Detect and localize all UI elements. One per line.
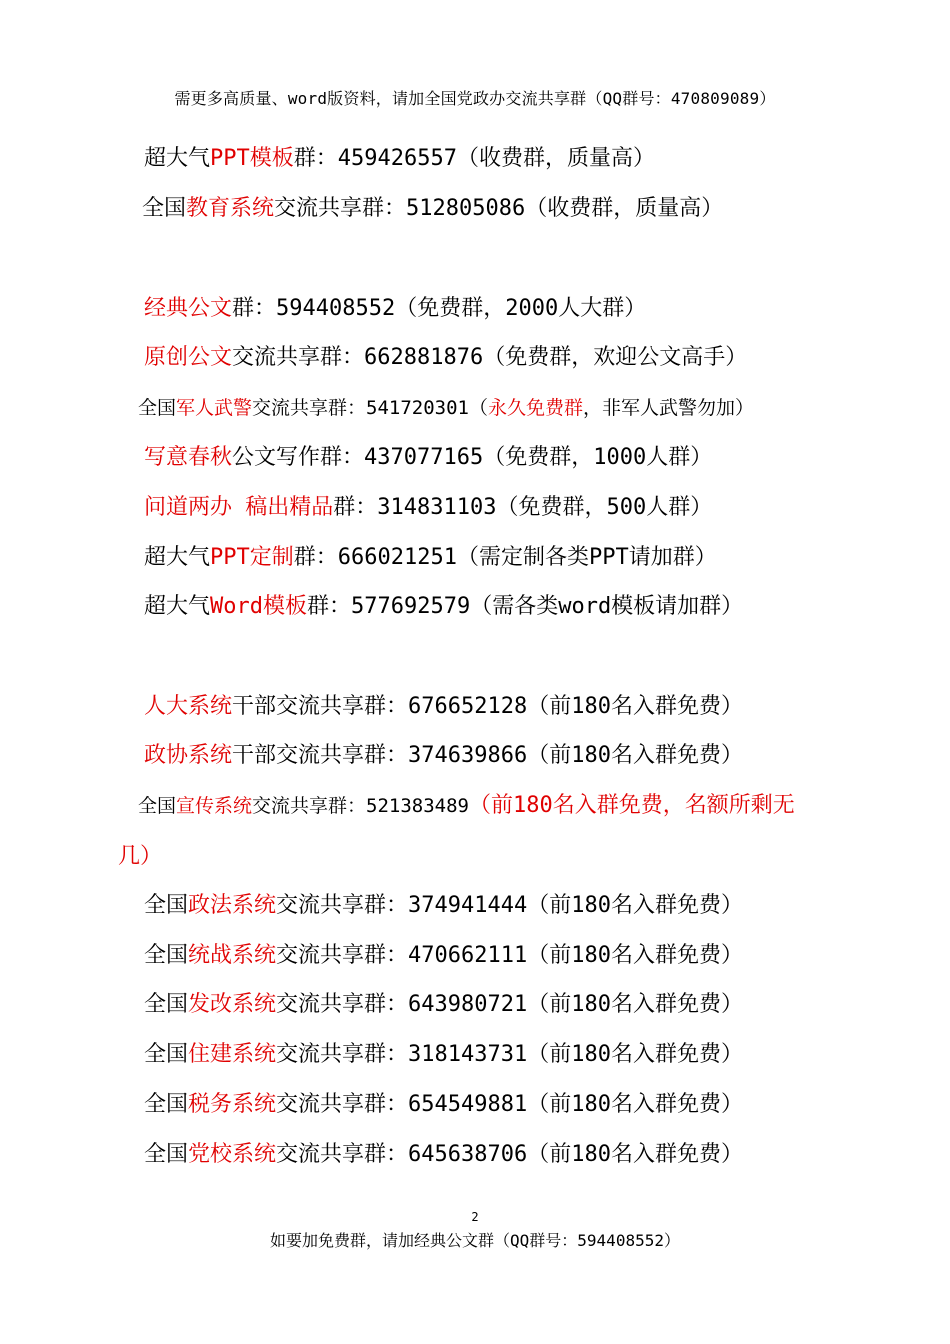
page-number: 2 [471, 1210, 479, 1224]
line-prefix: 全国 [144, 1042, 189, 1067]
group-line-wendao [144, 493, 712, 523]
highlight-text: 党校系统 [188, 1142, 277, 1167]
highlight-text: 人大系统 [144, 694, 233, 719]
line-prefix: 全国 [142, 196, 187, 221]
group-line-united-front [144, 941, 743, 971]
group-line-education [142, 194, 723, 224]
group-line-npc [144, 692, 743, 722]
line-body: 交流共享群：512805086（收费群，质量高） [274, 196, 724, 221]
line-prefix: 全国 [138, 795, 177, 817]
group-line-cppcc [144, 741, 743, 771]
highlight-text: 写意春秋 [144, 445, 233, 470]
line-body: 交流共享群：470662111（前180名入群免费） [276, 943, 743, 968]
highlight-text: PPT模板 [210, 146, 294, 171]
group-line-tax [144, 1090, 743, 1120]
line-body: 交流共享群：645638706（前180名入群免费） [276, 1142, 743, 1167]
highlight-text: 原创公文 [144, 345, 233, 370]
highlight-note: 几） [118, 844, 163, 869]
group-line-original-docs [144, 343, 747, 373]
line-body: 交流共享群：521383489 [252, 795, 469, 817]
line-prefix: 超大气 [144, 545, 211, 570]
page-header: 需更多高质量、word版资料，请加全国党政办交流共享群（QQ群号：470809089） [174, 89, 776, 108]
page-footer: 如要加免费群，请加经典公文群（QQ群号：594408552） [270, 1231, 680, 1250]
highlight-text: 军人武警 [176, 397, 253, 419]
group-line-classic-docs [144, 294, 646, 324]
line-body: 交流共享群：318143731（前180名入群免费） [276, 1042, 743, 1067]
line-body: 干部交流共享群：374639866（前180名入群免费） [232, 743, 743, 768]
highlight-text: 政协系统 [144, 743, 233, 768]
line-body: 交流共享群：662881876（免费群，欢迎公文高手） [232, 345, 748, 370]
line-body: 群：594408552（免费群，2000人大群） [232, 296, 647, 321]
highlight-text: 问道两办 稿出精品 [144, 495, 334, 520]
highlight-text: 发改系统 [188, 992, 277, 1017]
group-line-party-school [144, 1140, 743, 1170]
highlight-note: （前180名入群免费，名额所剩无 [468, 793, 795, 818]
line-prefix: 超大气 [144, 594, 211, 619]
group-line-politics-law [144, 891, 743, 921]
line-body: 群：459426557（收费群，质量高） [293, 146, 655, 171]
line-body: 公文写作群：437077165（免费群，1000人群） [232, 445, 713, 470]
group-line-military [138, 393, 754, 423]
line-prefix: 全国 [144, 1092, 189, 1117]
group-line-propaganda-wrap [118, 842, 162, 872]
highlight-note: 永久免费群 [487, 397, 583, 419]
line-body: 干部交流共享群：676652128（前180名入群免费） [232, 694, 743, 719]
line-body: 交流共享群：643980721（前180名入群免费） [276, 992, 743, 1017]
line-body: 交流共享群：374941444（前180名入群免费） [276, 893, 743, 918]
highlight-text: 教育系统 [186, 196, 275, 221]
line-prefix: 全国 [144, 1142, 189, 1167]
group-line-development-reform [144, 990, 743, 1020]
highlight-text: PPT定制 [210, 545, 294, 570]
line-tail: ，非军人武警勿加） [583, 397, 755, 419]
line-body: 交流共享群：654549881（前180名入群免费） [276, 1092, 743, 1117]
line-prefix: 超大气 [144, 146, 211, 171]
group-line-word-template [144, 592, 743, 622]
line-body: 交流共享群：541720301（ [252, 397, 488, 419]
highlight-text: 经典公文 [144, 296, 233, 321]
group-line-writing [144, 443, 712, 473]
line-prefix: 全国 [144, 943, 189, 968]
line-body: 群：314831103（免费群，500人群） [333, 495, 713, 520]
highlight-text: Word模板 [210, 594, 307, 619]
line-body: 群：666021251（需定制各类PPT请加群） [293, 545, 717, 570]
line-prefix: 全国 [138, 397, 177, 419]
highlight-text: 统战系统 [188, 943, 277, 968]
line-prefix: 全国 [144, 893, 189, 918]
group-line-ppt-template [144, 144, 655, 174]
highlight-text: 税务系统 [188, 1092, 277, 1117]
group-line-propaganda [138, 791, 795, 821]
line-prefix: 全国 [144, 992, 189, 1017]
group-line-housing [144, 1040, 743, 1070]
group-line-ppt-custom [144, 543, 717, 573]
highlight-text: 住建系统 [188, 1042, 277, 1067]
highlight-text: 政法系统 [188, 893, 277, 918]
highlight-text: 宣传系统 [176, 795, 253, 817]
line-body: 群：577692579（需各类word模板请加群） [307, 594, 744, 619]
